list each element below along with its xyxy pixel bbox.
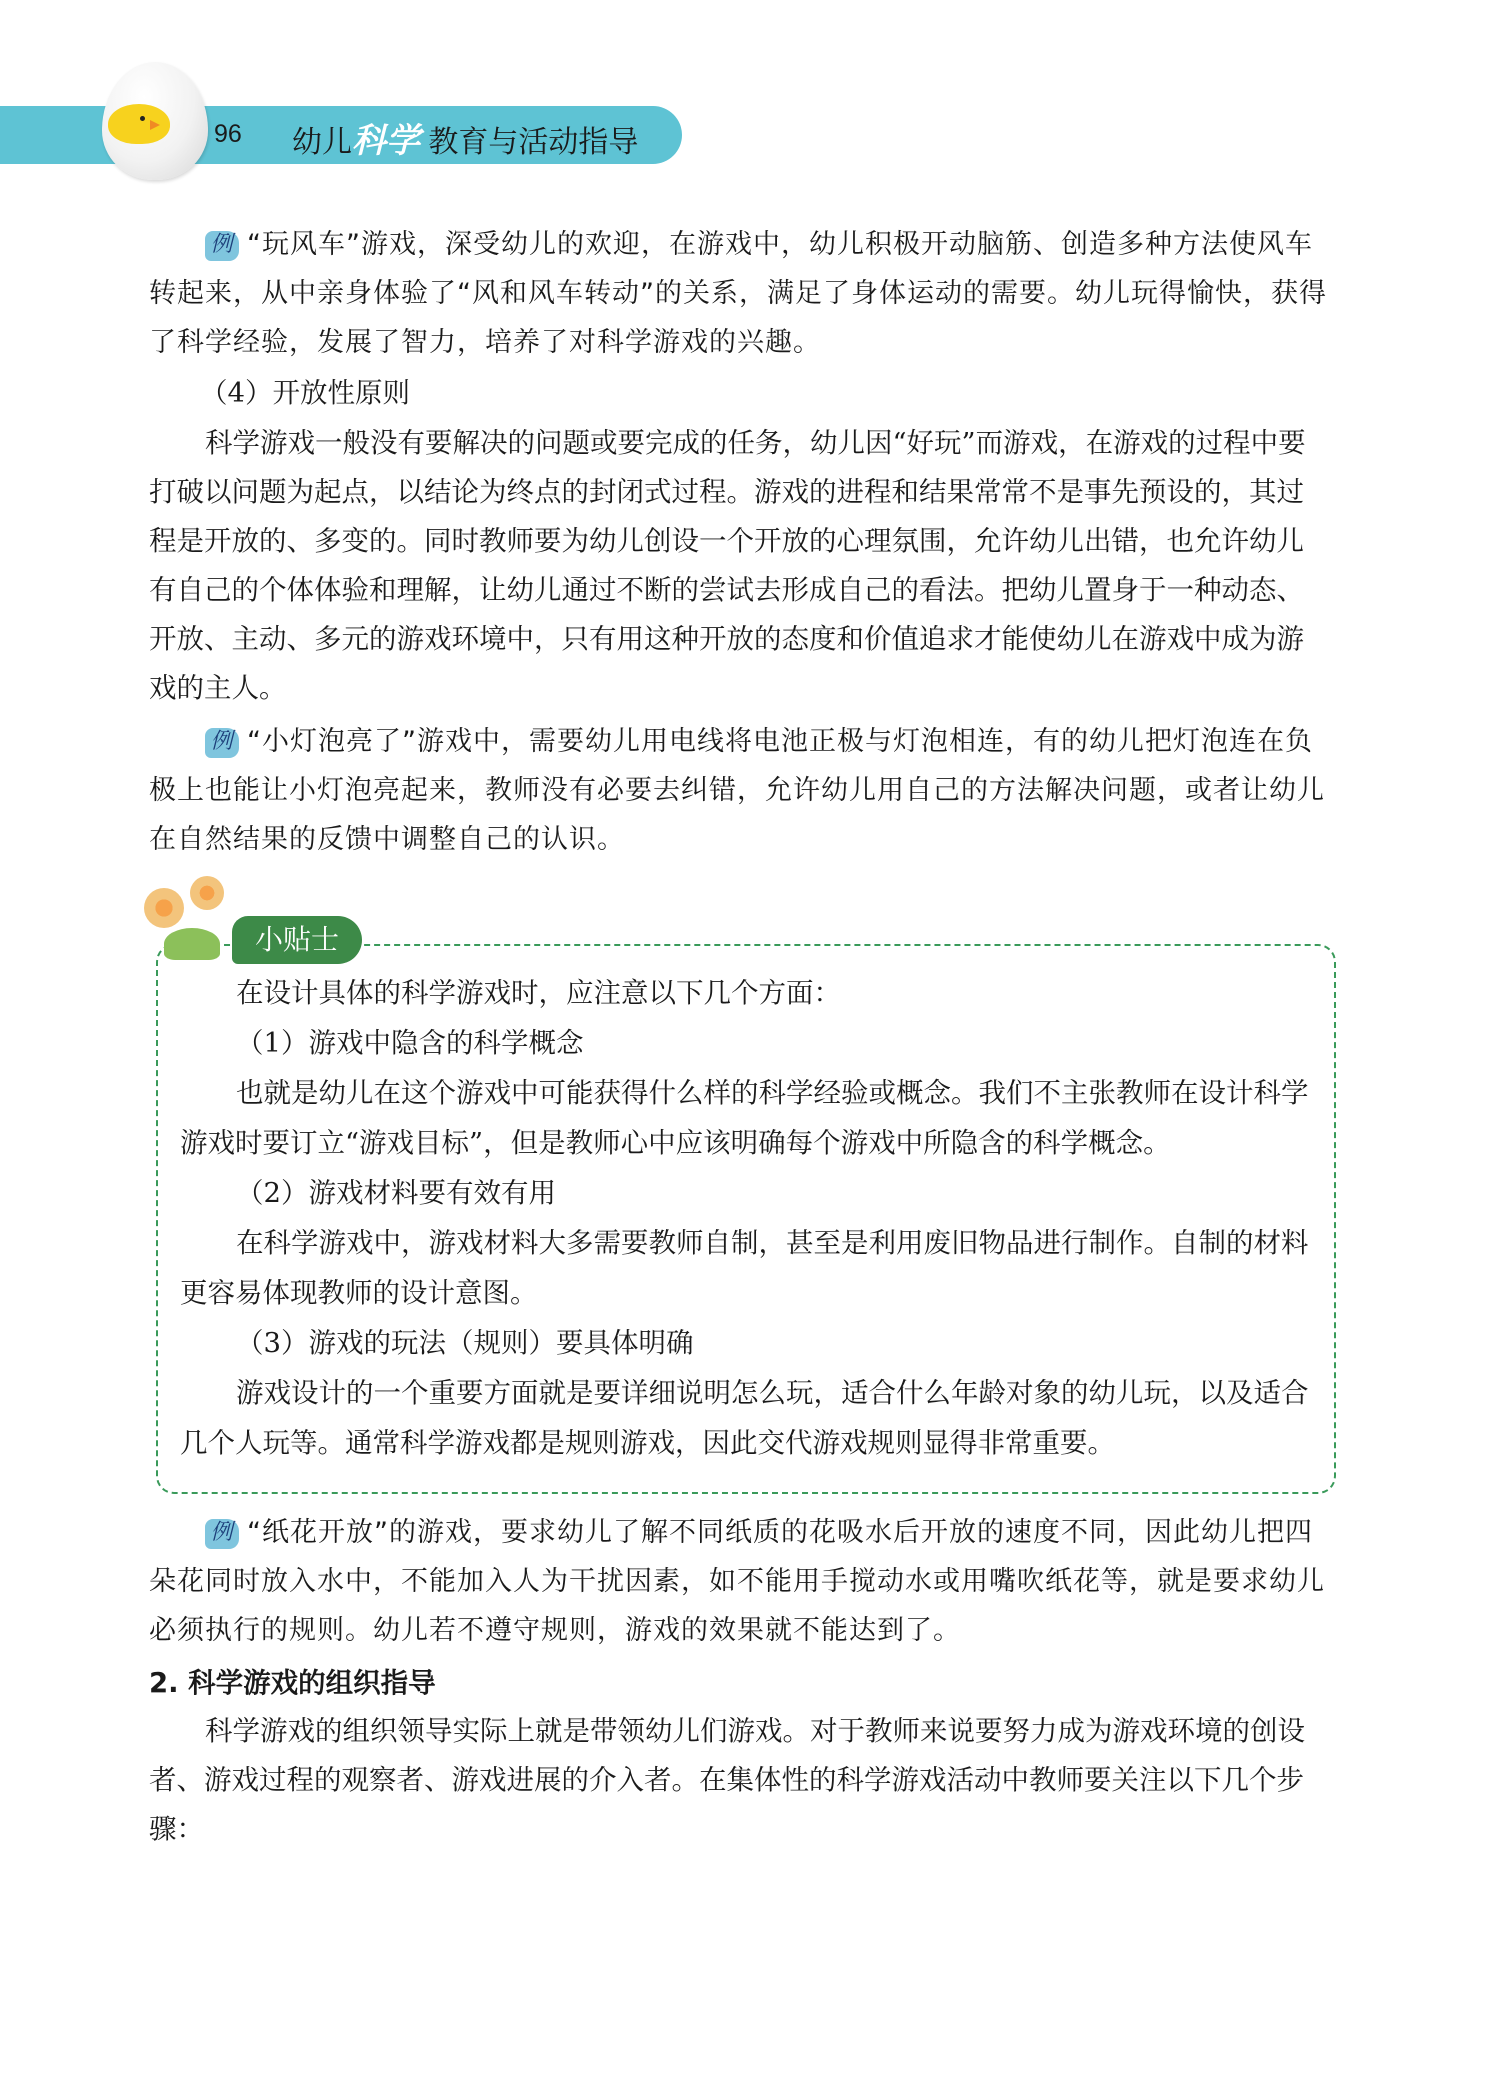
tip-item-2-body: 在科学游戏中，游戏材料大多需要教师自制，甚至是利用废旧物品进行制作。自制的材料更容易体现教师的设计意图。 (180, 1227, 1309, 1309)
tip-item-2-heading: （2）游戏材料要有效有用 (236, 1177, 556, 1209)
example-badge-icon: 例 (205, 728, 239, 758)
section-2-heading: 2. 科学游戏的组织指导 (149, 1667, 436, 1699)
tip-item-1-heading: （1）游戏中隐含的科学概念 (236, 1027, 584, 1059)
flower-icon (144, 888, 184, 928)
title-prefix: 幼儿 (292, 126, 352, 159)
example-1-text: “玩风车”游戏，深受幼儿的欢迎，在游戏中，幼儿积极开动脑筋、创造多种方法使风车转起来，从中亲身体验了“风和风车转动”的关系，满足了身体运动的需要。幼儿玩得愉快，获得了科学经验，发展了智力，培养了对科学游戏的兴趣。 (149, 229, 1327, 358)
page-number: 96 (214, 120, 242, 148)
tip-item-1-body: 也就是幼儿在这个游戏中可能获得什么样的科学经验或概念。我们不主张教师在设计科学游戏时要订立“游戏目标”，但是教师心中应该明确每个游戏中所隐含的科学概念。 (180, 1077, 1309, 1159)
principle-4-heading: （4）开放性原则 (200, 377, 410, 409)
title-accent: 科学 (352, 122, 420, 160)
example-paragraph-1 (149, 220, 1329, 367)
example-badge-icon: 例 (205, 1519, 239, 1549)
leaf-icon (164, 928, 220, 960)
chick-illustration (108, 104, 170, 144)
chick-beak-icon (150, 120, 160, 130)
section-2-body: 科学游戏的组织领导实际上就是带领幼儿们游戏。对于教师来说要努力成为游戏环境的创设者、游戏过程的观察者、游戏进展的介入者。在集体性的科学游戏活动中教师要关注以下几个步骤： (149, 1715, 1305, 1845)
example-3-text: “纸花开放”的游戏，要求幼儿了解不同纸质的花吸水后开放的速度不同，因此幼儿把四朵花同时放入水中，不能加入人为干扰因素，如不能用手搅动水或用嘴吹纸花等，就是要求幼儿必须执行的规则。幼儿若不遵守规则，游戏的效果就不能达到了。 (149, 1517, 1325, 1646)
tip-intro: 在设计具体的科学游戏时，应注意以下几个方面： (236, 977, 841, 1009)
tip-item-3-body: 游戏设计的一个重要方面就是要详细说明怎么玩，适合什么年龄对象的幼儿玩，以及适合几个人玩等。通常科学游戏都是规则游戏，因此交代游戏规则显得非常重要。 (180, 1377, 1309, 1459)
book-title (292, 113, 638, 162)
principle-4-body: 科学游戏一般没有要解决的问题或要完成的任务，幼儿因“好玩”而游戏，在游戏的过程中要打破以问题为起点，以结论为终点的封闭式过程。游戏的进程和结果常常不是事先预设的，其过程是开放的、多变的。同时教师要为幼儿创设一个开放的心理氛围，允许幼儿出错，也允许幼儿有自己的个体体验和理解，让幼儿通过不断的尝试去形成自己的看法。把幼儿置身于一种动态、开放、主动、多元的游戏环境中，只有用这种开放的态度和价值追求才能使幼儿在游戏中成为游戏的主人。 (149, 427, 1306, 704)
example-paragraph-3 (149, 1508, 1329, 1655)
tip-label: 小贴士 (232, 916, 362, 964)
flower-icon (190, 876, 224, 910)
example-badge-icon: 例 (205, 231, 239, 261)
example-paragraph-2 (149, 717, 1329, 864)
chick-eye-icon (140, 116, 145, 121)
tip-item-3-heading: （3）游戏的玩法（规则）要具体明确 (236, 1327, 694, 1359)
title-suffix: 教育与活动指导 (428, 126, 639, 159)
example-2-text: “小灯泡亮了”游戏中，需要幼儿用电线将电池正极与灯泡相连，有的幼儿把灯泡连在负极上也能让小灯泡亮起来，教师没有必要去纠错，允许幼儿用自己的方法解决问题，或者让幼儿在自然结果的反馈中调整自己的认识。 (149, 726, 1325, 855)
